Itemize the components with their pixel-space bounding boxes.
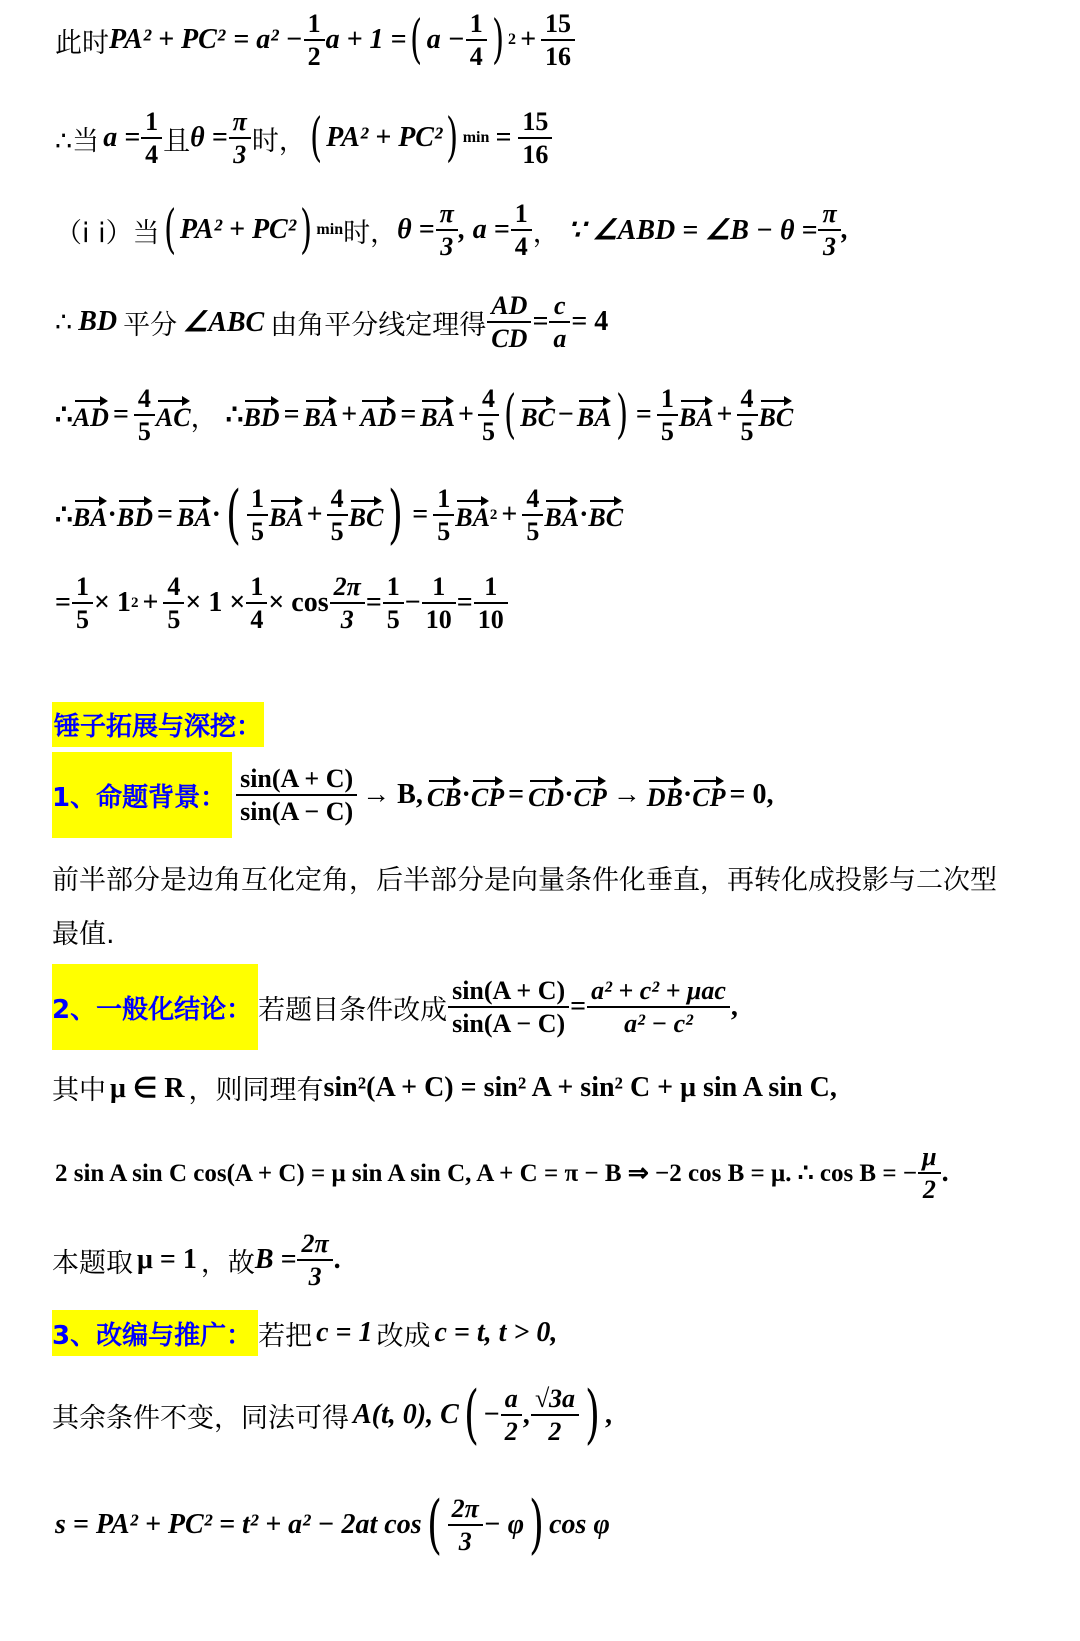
math-expr: × cos [268,587,329,619]
math-expr: s = PA² + PC² = t² + a² − 2at cos [55,1509,422,1540]
eq-line-2 [55,108,553,169]
paren-open: ( [410,10,423,71]
math-expr: B = [254,1244,297,1276]
section-title [52,702,264,747]
subscript-min: min [462,129,490,147]
paren-close: ) [300,200,313,261]
math-expr: PA² + PC² [326,122,443,154]
paren-close: ) [446,108,459,169]
math-expr: = [532,306,549,338]
fraction: $\frac{\sin(A + C)}{\sin(A - C)}$ [450,977,567,1038]
fraction: $\frac{\pi}{3}$ [438,200,456,261]
fraction: $\frac{\pi}{3}$ [820,200,838,261]
fraction: $\frac{2\pi}{3}$ [450,1495,481,1556]
vector: BC [759,397,794,433]
paren-open: ( [503,385,517,446]
math-expr: → B, [362,779,423,810]
dot: · [461,779,471,810]
plus: + [501,499,518,530]
equals: = [570,991,587,1022]
minus: − [404,587,421,619]
vector: BD [243,397,279,433]
fraction: $\frac{15}{16}$ [543,10,573,71]
text: 若把 [258,1320,313,1352]
fraction: $\frac{2\pi}{3}$ [299,1230,330,1291]
comma: ， [190,402,218,434]
math-expr: PA² + PC² [179,214,297,246]
eq-line-7 [55,573,509,634]
fraction: $\frac{1}{4}$ [513,200,530,261]
math-expr: μ ∈ R [110,1072,185,1104]
superscript: 2 [489,506,498,523]
vector: BA [455,497,490,533]
text-prefix: （i i）当 [55,217,160,249]
section-title-text: 锤子拓展与深挖： [52,702,264,747]
fraction: $\frac{4}{5}$ [524,485,541,546]
math-expr: a = [103,122,141,154]
vector: BC [588,497,623,533]
math-expr: × 1 [93,587,131,619]
fraction: $\frac{1}{5}$ [385,573,402,634]
vector: AD [360,397,396,433]
eq-line-1 [55,10,576,71]
fraction: $\frac{\sin(A + C)}{\sin(A - C)}$ [238,765,355,826]
eq-line-rest [52,1378,612,1452]
para-1b: 最值. [52,919,115,950]
text: 平分 [123,309,178,341]
text: ， [532,217,560,249]
paren-open: ( [426,1488,442,1562]
fraction: $\frac{1}{4}$ [468,10,485,71]
fraction: $\frac{a}{2}$ [503,1385,520,1446]
vector: CP [692,777,725,813]
comma: , [841,214,849,246]
eq-line-mu [52,1068,837,1107]
fraction: $\frac{4}{5}$ [329,485,346,546]
fraction: $\frac{1}{10}$ [424,573,454,634]
arrow: → [612,779,641,810]
eq-line-5 [55,385,793,446]
math-expr: sin²(A + C) = sin² A + sin² C + μ sin A sin C, [323,1071,837,1103]
equals: = [635,399,652,431]
fraction: $\frac{1}{5}$ [435,485,452,546]
text: ，则同理有 [188,1075,324,1106]
vector: BA [544,497,579,533]
vector: CP [574,777,607,813]
paren-close: ) [491,10,504,71]
text-prefix: ∴ [55,306,73,338]
fraction: $\frac{1}{10}$ [476,573,506,634]
paren-close: ) [584,1378,600,1452]
dot: · [211,499,221,530]
superscript: 2 [130,594,139,611]
math-expr: , a = [458,214,510,246]
period: . [333,1244,341,1276]
math-expr: μ = 1 [137,1244,197,1276]
item-1 [52,752,773,838]
vector: BA [177,497,212,533]
text: ，故 [200,1247,255,1279]
plus: + [142,587,159,619]
superscript: 2 [508,31,517,49]
comma: , [730,991,738,1022]
plus: + [306,499,323,530]
math-expr: = a² − [233,24,303,56]
paren-open: ( [463,1378,479,1452]
fraction: $\frac{15}{16}$ [520,108,550,169]
math-expr: PA² + PC² [109,24,226,56]
text: 时， [251,125,306,157]
equals: = [112,399,129,431]
text-prefix: 其余条件不变，同法可得 [52,1402,349,1434]
eq-line-3 [55,200,849,261]
plus: + [457,399,474,431]
eq-line-4 [55,292,608,353]
math-expr: c = t, t > 0, [434,1317,558,1348]
text-prefix: 本题取 [52,1247,133,1279]
math-expr: θ = [397,214,435,246]
text: 若题目条件改成 [258,994,448,1026]
vector: AD [73,397,109,433]
text-prefix: 其中 [52,1075,106,1106]
plus: + [341,399,358,431]
eq-line-s [55,1488,610,1562]
paren-close: ) [529,1488,545,1562]
vector: BA [577,397,612,433]
math-expr: = [495,122,512,154]
math-expr: 2 sin A sin C cos(A + C) = μ sin A sin C, A + C = π − B ⇒ −2 cos B = μ. ∴ cos B = − [55,1160,918,1188]
math-expr: = 4 [571,306,609,338]
math-expr: ∠ABC [183,307,265,339]
fraction: $\frac{4}{5}$ [165,573,182,634]
dot: · [579,499,589,530]
therefore: ∴ [225,400,244,432]
fraction: $\frac{4}{5}$ [136,385,153,446]
vector: CD [528,777,564,813]
math-expr: ∵ ∠ABD = ∠B − θ = [567,215,818,247]
plus: + [716,399,733,431]
para-1a: 前半部分是边角互化定角，后半部分是向量条件化垂直，再转化成投影与二次型 [52,865,997,896]
equals: = [412,499,429,530]
math-expr: × 1 × [185,587,246,619]
equals: = [365,587,382,619]
vector: DB [647,777,683,813]
math-expr: a − [426,24,465,56]
therefore: ∴ [55,500,73,531]
vector: BC [349,497,384,533]
fraction: $\frac{1}{5}$ [659,385,676,446]
equals: = [283,399,300,431]
paren-open: ( [163,200,176,261]
math-expr: + [520,24,537,56]
period: . [941,1157,949,1189]
fraction: $\frac{1}{2}$ [306,10,323,71]
fraction: $\frac{1}{5}$ [74,573,91,634]
comma: , [604,1399,612,1430]
equals: = [156,499,173,530]
paren-close: ) [615,385,628,446]
fraction: $\frac{c}{a}$ [551,292,568,353]
item-2-label: 2、一般化结论： [52,964,258,1050]
vector: BA [73,497,108,533]
vector: CP [471,777,504,813]
text: 改成 [376,1320,431,1352]
minus: − [557,399,574,431]
math-expr: = 0, [729,779,774,810]
fraction: $\frac{2\pi}{3}$ [332,573,363,634]
vector: AC [156,397,191,433]
text-prefix: ∴当 [55,125,100,157]
math-expr: θ = [190,122,228,154]
paren-close: ) [388,478,404,552]
math-expr: A(t, 0), C [353,1399,459,1430]
vector: BA [269,497,304,533]
dot: · [682,779,693,810]
vector: BA [679,397,714,433]
subscript-min: min [316,221,344,239]
fraction: $\frac{AD}{CD}$ [489,292,529,353]
fraction: $\frac{\mu}{2}$ [920,1143,938,1204]
math-expr: a + 1 = [325,24,407,56]
math-expr: − φ [483,1509,525,1540]
therefore: ∴ [55,400,73,432]
text: 由角平分线定理得 [270,309,487,341]
vector: BA [420,397,455,433]
fraction: $\frac{1}{4}$ [248,573,265,634]
vector: BD [117,497,153,533]
equals: = [400,399,417,431]
vector: BC [520,397,555,433]
text: 时， [343,217,398,249]
math-expr: BD [78,306,118,338]
comma: , [522,1399,530,1430]
dot: · [107,499,117,530]
fraction: $\frac{1}{5}$ [249,485,266,546]
item-2 [52,964,738,1050]
text-prefix: 此时 [55,27,109,59]
fraction: $\frac{√3a}{2}$ [533,1385,577,1446]
fraction: $\frac{\pi}{3}$ [231,108,249,169]
paren-open: ( [225,478,241,552]
fraction: $\frac{1}{4}$ [143,108,160,169]
item-3-label: 3、改编与推广： [52,1310,258,1356]
eq-line-6 [55,478,623,552]
vector: BA [304,397,339,433]
vector: CB [427,777,462,813]
paren-open: ( [309,108,323,169]
text: 且 [163,125,191,157]
eq-line-long [55,1143,949,1204]
fraction: $\frac{4}{5}$ [739,385,756,446]
minus: − [483,1399,500,1430]
equals: = [55,587,71,619]
equals: = [456,587,473,619]
item-3 [52,1310,557,1356]
dot: · [564,779,574,810]
item-1-label: 1、命题背景： [52,752,232,838]
math-expr: cos φ [549,1509,610,1540]
eq-line-B [52,1230,341,1291]
fraction: $\frac{4}{5}$ [480,385,497,446]
equals: = [508,779,525,810]
math-expr: c = 1 [316,1317,373,1348]
fraction: $\frac{\text{a² + c² + μac}}{\text{a² − c²}}$ [589,977,728,1038]
